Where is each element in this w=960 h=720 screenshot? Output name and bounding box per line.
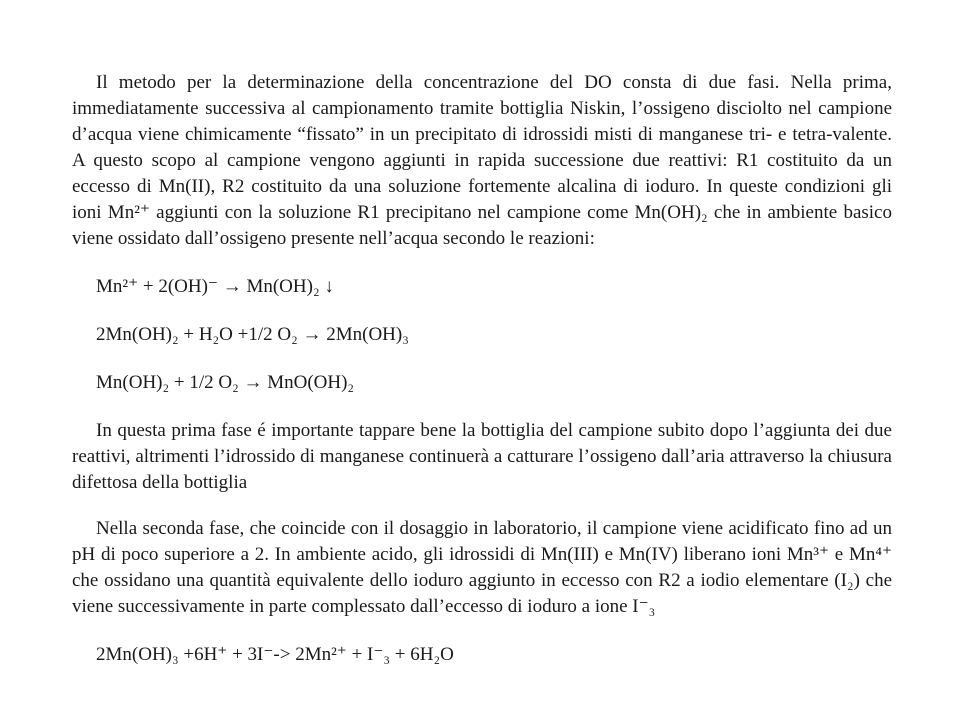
equation-2: 2Mn(OH)₂ + H₂O +1/2 O₂ → 2Mn(OH)₃ (96, 324, 409, 345)
paragraph-method-intro: Il metodo per la determinazione della concentrazione del DO consta di due fasi. Nella prima, immediatamente successiva al campionamento tramite bottiglia Niskin, l’ossigeno disciolto nel campione d’acqua viene chimicamente “fissato” in un precipitato di idrossidi misti di manganese tri- e tetra-valente. A questo scopo al campione vengono aggiunti in rapida successione due reattivi: R1 costituito da un eccesso di Mn(II), R2 costituito da una soluzione fortemente alcalina di ioduro. In queste condizioni gli ioni Mn²⁺ aggiunti con la soluzione R1 precipitano nel campione come Mn(OH)₂ che in ambiente basico viene ossidato dall’ossigeno presente nell’acqua secondo le reazioni: (72, 72, 892, 249)
equation-4: 2Mn(OH)₃ +6H⁺ + 3I⁻-> 2Mn²⁺ + I⁻₃ + 6H₂O (96, 644, 454, 665)
equation-3: Mn(OH)₂ + 1/2 O₂ → MnO(OH)₂ (96, 372, 355, 393)
document-body (72, 70, 892, 668)
paragraph-first-phase: In questa prima fase é importante tappare bene la bottiglia del campione subito dopo l’aggiunta dei due reattivi, altrimenti l’idrossido di manganese continuerà a catturare l’ossigeno dall’aria attraverso la chiusura difettosa della bottiglia (72, 420, 892, 493)
spacer (72, 496, 892, 516)
equation-1: Mn²⁺ + 2(OH)⁻ → Mn(OH)₂ ↓ (96, 276, 334, 297)
spacer (72, 396, 892, 418)
spacer (72, 620, 892, 642)
spacer (72, 252, 892, 274)
paragraph-second-phase: Nella seconda fase, che coincide con il dosaggio in laboratorio, il campione viene acidificato fino ad un pH di poco superiore a 2. In ambiente acido, gli idrossidi di Mn(III) e Mn(IV) liberano ioni Mn³⁺ e Mn⁴⁺ che ossidano una quantità equivalente dello ioduro aggiunto in eccesso con R2 a iodio elementare (I₂) che viene successivamente in parte complessato dall’eccesso di ioduro a ione I⁻₃ (72, 518, 892, 617)
spacer (72, 300, 892, 322)
spacer (72, 348, 892, 370)
